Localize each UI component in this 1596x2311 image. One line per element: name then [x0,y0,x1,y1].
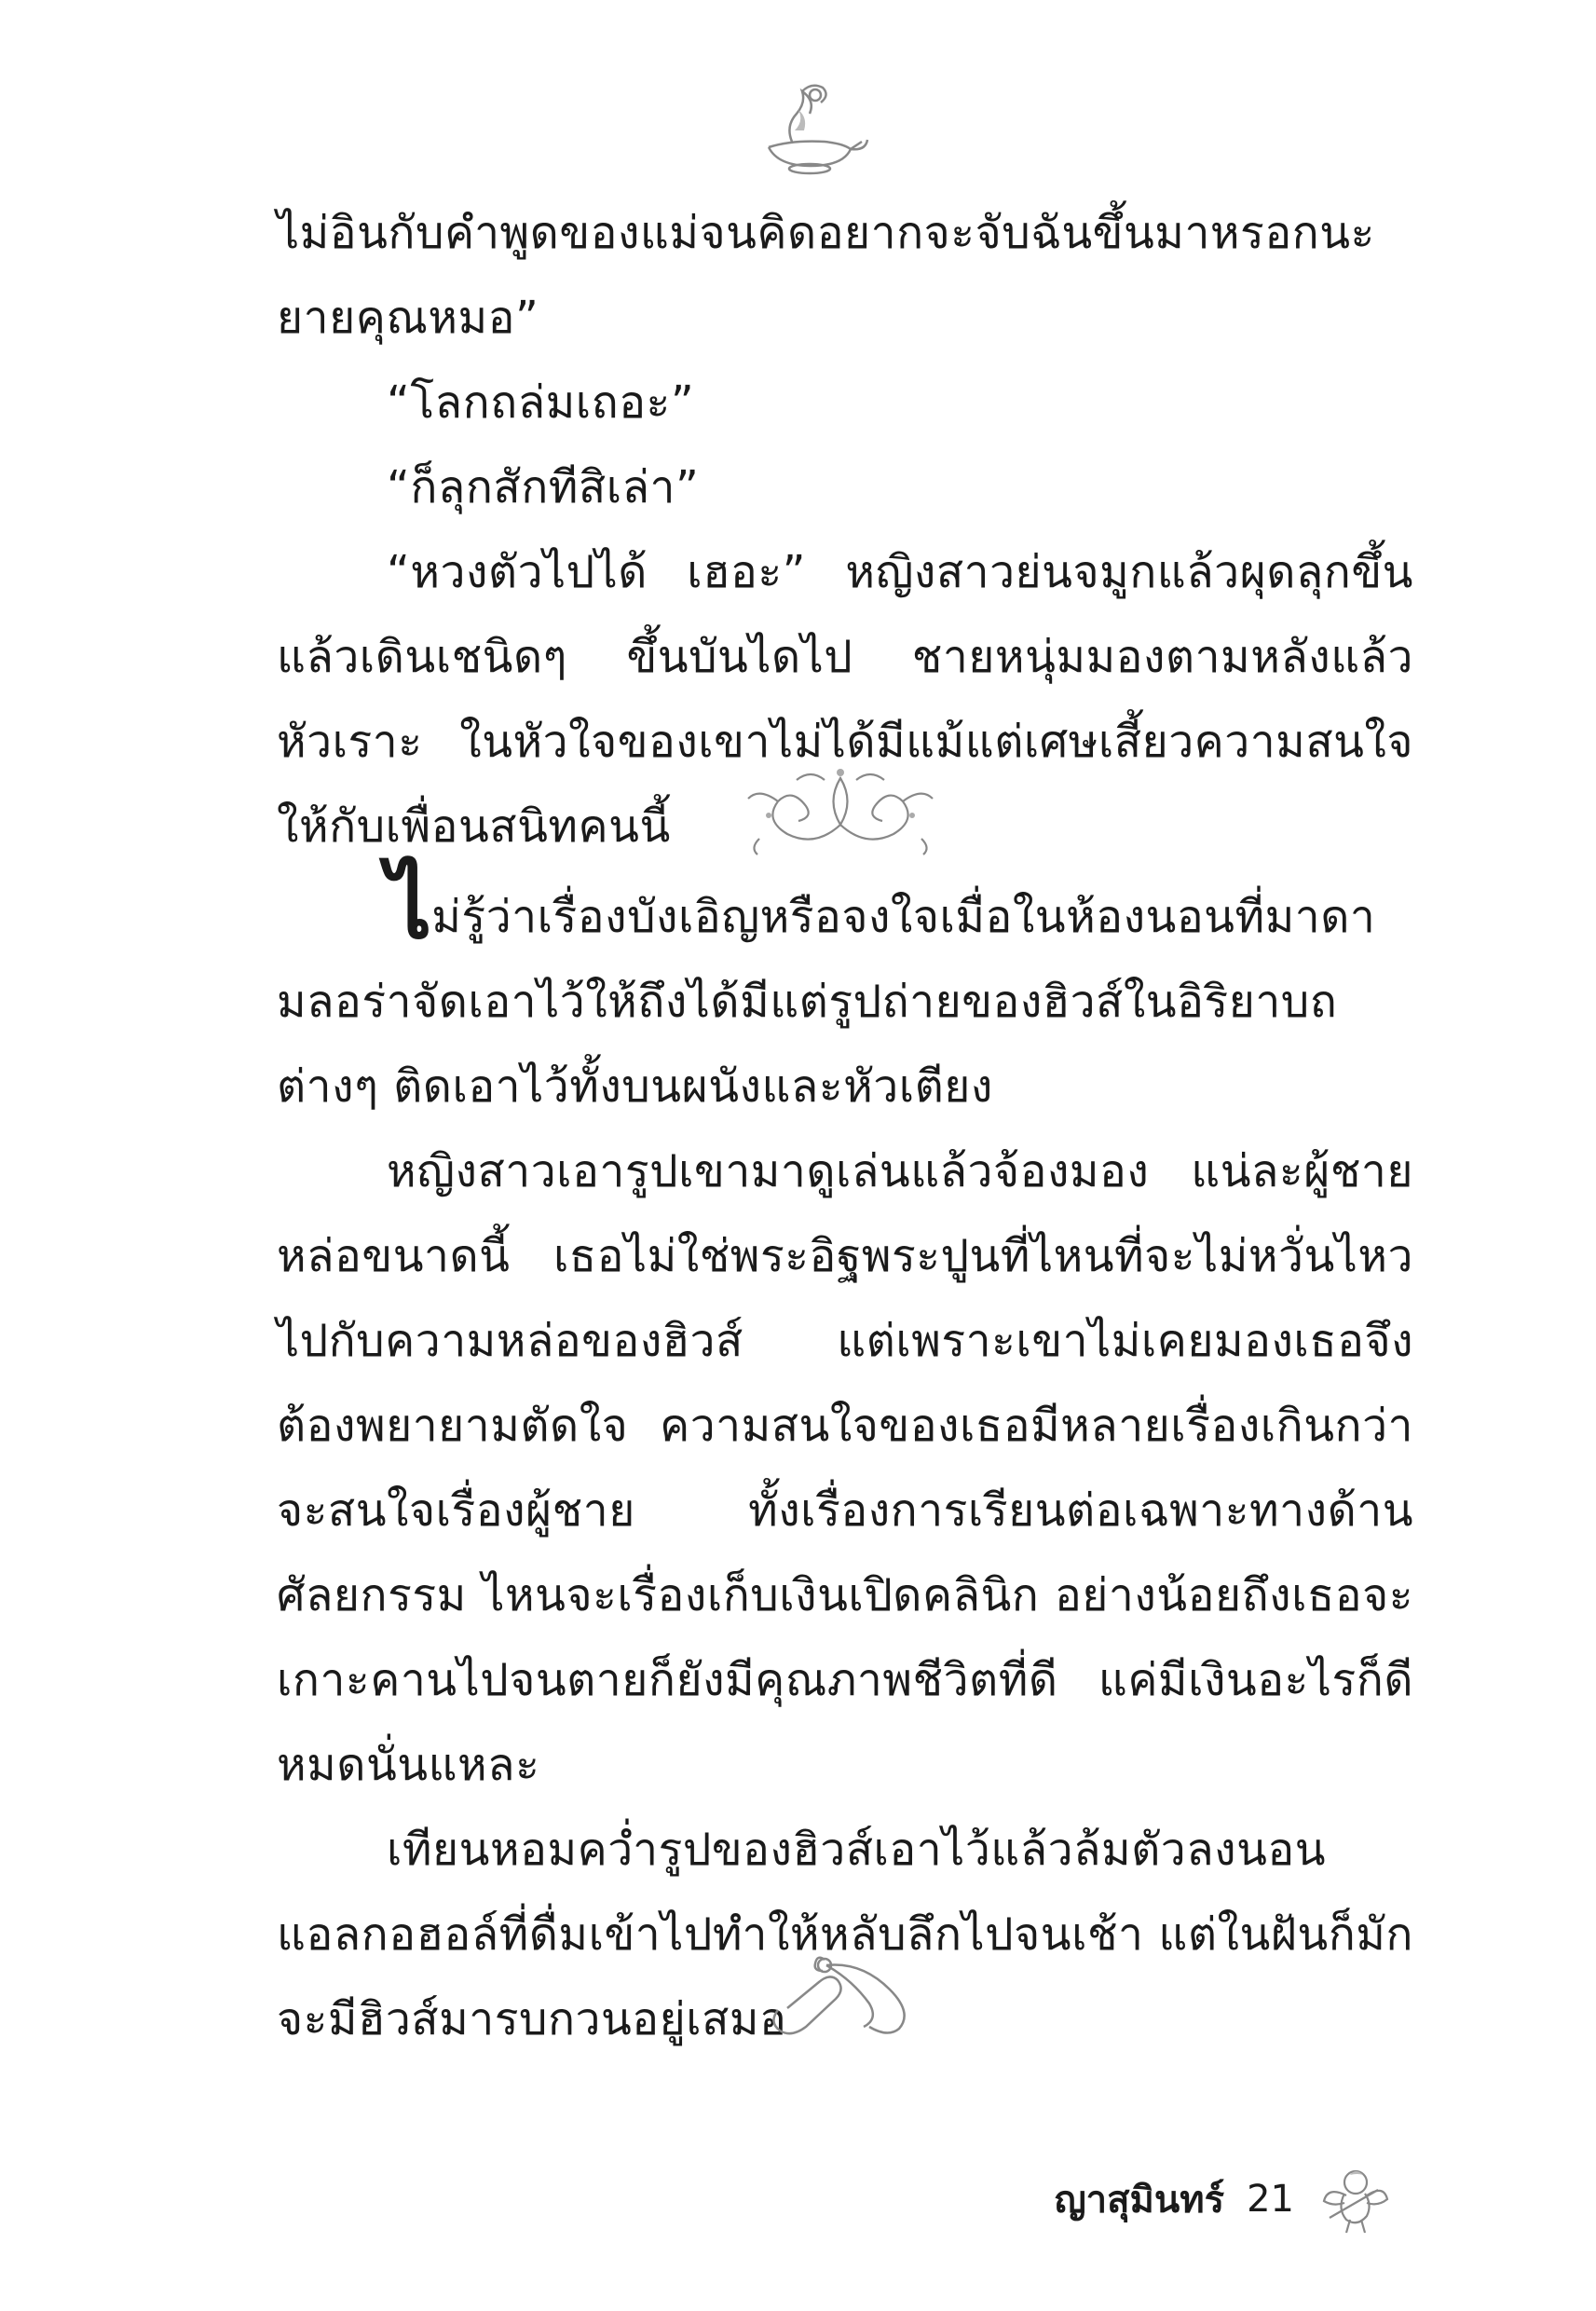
body-text-section2 [277,854,1413,2062]
page-number: 21 [1247,2178,1294,2221]
opening-paragraph [277,854,1413,1129]
stethoscope-icon [759,1952,922,2041]
paragraph: หญิงสาวเอารูปเขามาดูเล่นแล้วจ้องมอง แน่ละผู้ชายหล่อขนาดนี้ เธอไม่ใช่พระอิฐพระปูนที่ไหนที่จะไม่หวั่นไหวไปกับความหล่อของฮิวส์ แต่เพราะเขาไม่เคยมองเธอจึงต้องพยายามตัดใจ ความสนใจของเธอมีหลายเรื่องเกินกว่าจะสนใจเรื่องผู้ชาย ทั้งเรื่องการเรียนต่อเฉพาะทางด้านศัลยกรรม ไหนจะเรื่องเก็บเงินเปิดคลินิก อย่างน้อยถึงเธอจะเกาะคานไปจนตายก็ยังมีคุณภาพชีวิตที่ดี แค่มีเงินอะไรก็ดีหมดนั่นแหละ [277,1145,1413,1791]
author-name: ญาสุมินทร์ [1054,2179,1225,2222]
paragraph: เทียนหอมคว่ำรูปของฮิวส์เอาไว้แล้วล้มตัวลงนอน แอลกอฮอล์ที่ดื่มเข้าไปทำให้หลับลึกไปจนเช้า แต่ในฝันก็มักจะมีฮิวส์มารบกวนอยู่เสมอ [277,1824,1413,2045]
dialog-line: “ก็ลุกสักทีสิเล่า” [387,461,700,513]
page-footer [1055,2162,1391,2236]
genie-lamp-icon [750,75,871,177]
dialog-line: “โลกถล่มเถอะ” [387,376,695,429]
floral-divider-icon [741,759,941,862]
paragraph: “หวงตัวไปได้ เฮอะ” หญิงสาวย่นจมูกแล้วผุดลุกขึ้นแล้วเดินเชนิดๆ ขึ้นบันไดไป ชายหนุ่มมองตามหลังแล้วหัวเราะ ในหัวใจของเขาไม่ได้มีแม้แต่เศษเสี้ยวความสนใจให้กับเพื่อนสนิทคนนี้ [277,546,1413,853]
paragraph-continuation: ไม่อินกับคำพูดของแม่จนคิดอยากจะจับฉันขึ้นมาหรอกนะยายคุณหมอ” [277,207,1375,344]
drop-cap: ไ [387,854,432,959]
opening-paragraph-text: ม่รู้ว่าเรื่องบังเอิญหรือจงใจเมื่อในห้องนอนที่มาดามลอร่าจัดเอาไว้ให้ถึงได้มีแต่รูปถ่ายของฮิวส์ในอิริยาบถต่างๆ ติดเอาไว้ทั้งบนผนังและหัวเตียง [277,891,1376,1113]
cupid-icon [1316,2162,1391,2236]
